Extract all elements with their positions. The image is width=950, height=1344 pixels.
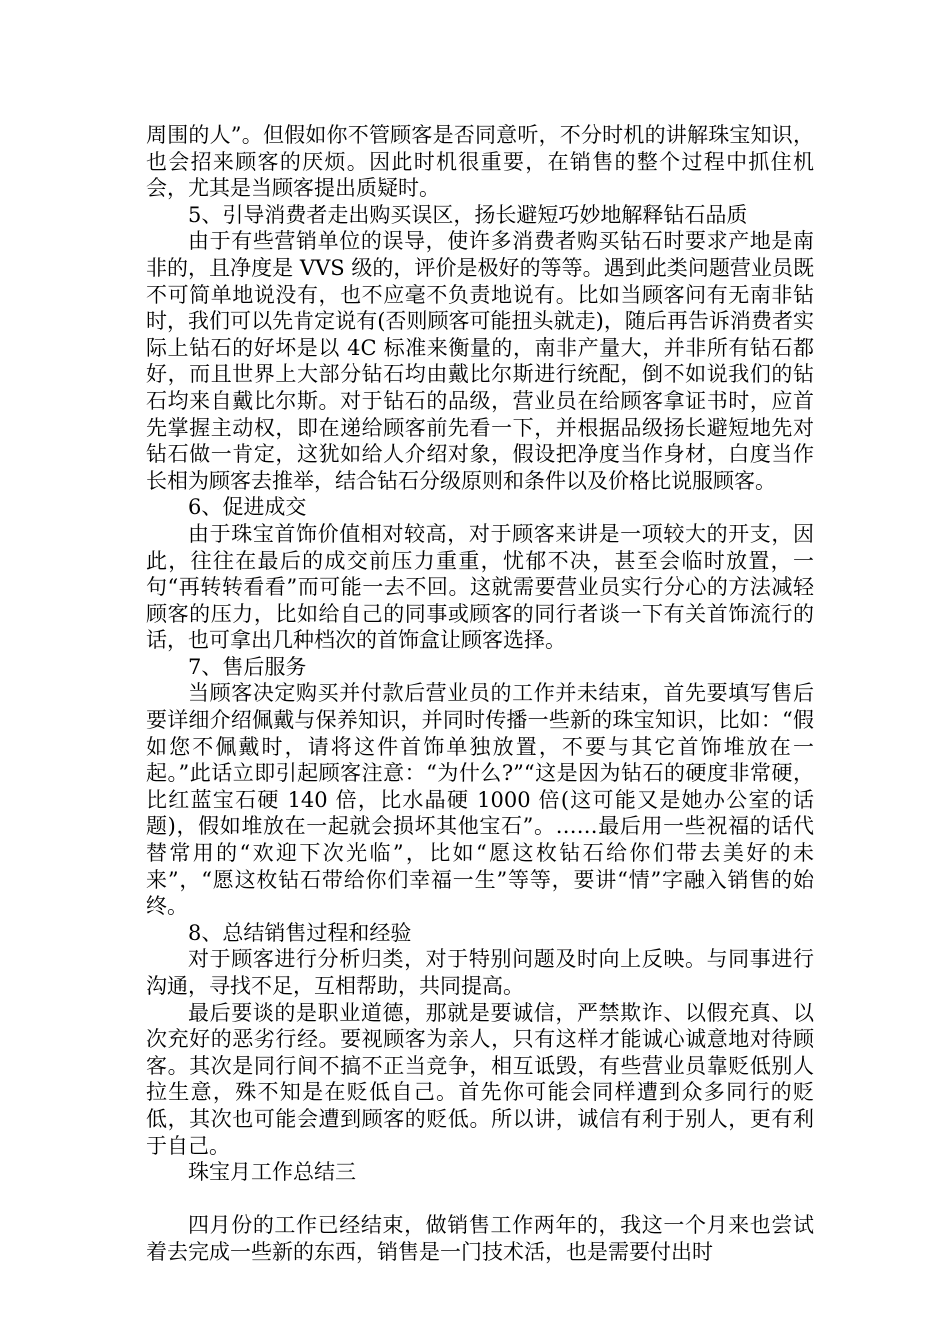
- blank-line: [146, 1186, 814, 1213]
- section-heading-5: 5、引导消费者走出购买误区，扬长避短巧妙地解释钻石品质: [188, 202, 748, 227]
- paragraph-april-summary: 四月份的工作已经结束，做销售工作两年的，我这一个月来也尝试着去完成一些新的东西，销售是一门技术活，也是需要付出时: [146, 1213, 814, 1264]
- paragraph-continuation: 周围的人”。但假如你不管顾客是否同意听，不分时机的讲解珠宝知识，也会招来顾客的厌烦。因此时机很重要，在销售的整个过程中抓住机会，尤其是当顾客提出质疑时。: [146, 123, 814, 201]
- section-heading-7: 7、售后服务: [188, 654, 307, 679]
- paragraph-section-5: 由于有些营销单位的误导，使许多消费者购买钻石时要求产地是南非的，且净度是 VVS 级的，评价是极好的等等。遇到此类问题营业员既不可简单地说没有，也不应毫不负责地说有。比如当顾客问有无南非钻时，我们可以先肯定说有(否则顾客可能扭头就走)，随后再告诉消费者实际上钻石的好坏是以 4C 标准来衡量的，南非产量大，并非所有钻石都好，而且世界上大部分钻石均由戴比尔斯进行统配，倒不如说我们的钻石均来自戴比尔斯。对于钻石的品级，营业员在给顾客拿证书时，应首先掌握主动权，即在递给顾客前先看一下，并根据品级扬长避短地先对钻石做一肯定，这犹如给人介绍对象，假设把净度当作身材，白度当作长相为顾客去推举，结合钻石分级原则和条件以及价格比说服顾客。: [146, 229, 814, 493]
- section-heading-6: 6、促进成交: [188, 495, 307, 520]
- document-body: [146, 122, 814, 1266]
- paragraph-section-7: 当顾客决定购买并付款后营业员的工作并未结束，首先要填写售后要详细介绍佩戴与保养知识，并同时传播一些新的珠宝知识，比如：“假如您不佩戴时，请将这件首饰单独放置，不要与其它首饰堆放在一起。”此话立即引起顾客注意：“为什么?”“这是因为钻石的硬度非常硬，比红蓝宝石硬 140 倍，比水晶硬 1000 倍(这可能又是她办公室的话题)，假如堆放在一起就会损坏其他宝石”。……最后用一些祝福的话代替常用的“欢迎下次光临”，比如“愿这枚钻石给你们带去美好的未来”，“愿这枚钻石带给你们幸福一生”等等，要讲“情”字融入销售的始终。: [146, 681, 814, 919]
- paragraph-section-6: 由于珠宝首饰价值相对较高，对于顾客来讲是一项较大的开支，因此，往往在最后的成交前压力重重，忧郁不决，甚至会临时放置，一句“再转转看看”而可能一去不回。这就需要营业员实行分心的方法减轻顾客的压力，比如给自己的同事或顾客的同行者谈一下有关首饰流行的话，也可拿出几种档次的首饰盒让顾客选择。: [146, 521, 814, 653]
- paragraph-ethics: 最后要谈的是职业道德，那就是要诚信，严禁欺诈、以假充真、以次充好的恶劣行经。要视顾客为亲人，只有这样才能诚心诚意地对待顾客。其次是同行间不搞不正当竞争，相互诋毁，有些营业员靠贬低别人拉生意，殊不知是在贬低自己。首先你可能会同样遭到众多同行的贬低，其次也可能会遭到顾客的贬低。所以讲，诚信有利于别人，更有利于自己。: [146, 1000, 814, 1158]
- section-heading-8: 8、总结销售过程和经验: [188, 920, 412, 945]
- section-title-summary-3: 珠宝月工作总结三: [188, 1160, 356, 1185]
- paragraph-section-8: 对于顾客进行分析归类，对于特别问题及时向上反映。与同事进行沟通，寻找不足，互相帮助，共同提高。: [146, 947, 814, 998]
